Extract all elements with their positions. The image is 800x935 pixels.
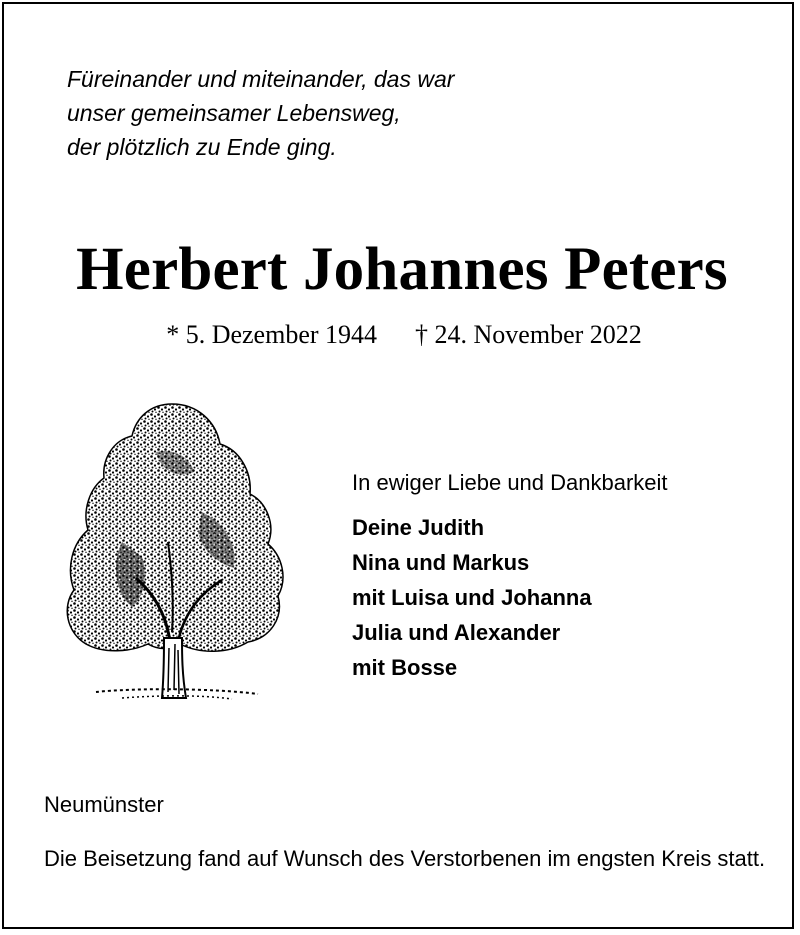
mourner-name: Julia und Alexander bbox=[352, 620, 561, 645]
verse-line: unser gemeinsamer Lebensweg, bbox=[67, 100, 401, 126]
mourner-name: Nina und Markus bbox=[352, 550, 530, 575]
mourners-intro: In ewiger Liebe und Dankbarkeit bbox=[352, 470, 668, 495]
death-date: † 24. November 2022 bbox=[415, 320, 642, 349]
verse-line: Füreinander und miteinander, das war bbox=[67, 66, 455, 92]
verse-line: der plötzlich zu Ende ging. bbox=[67, 134, 337, 160]
mourner-name: mit Luisa und Johanna bbox=[352, 585, 592, 610]
deceased-name: Herbert Johannes Peters bbox=[76, 236, 728, 303]
burial-notice: Die Beisetzung fand auf Wunsch des Verstorbenen im engsten Kreis statt. bbox=[44, 846, 766, 871]
birth-date: * 5. Dezember 1944 bbox=[166, 320, 378, 349]
mourner-name: Deine Judith bbox=[352, 515, 485, 540]
place: Neumünster bbox=[44, 792, 164, 817]
life-dates bbox=[4, 317, 800, 353]
obituary-frame bbox=[2, 2, 794, 929]
verse bbox=[67, 62, 567, 164]
mourners-block bbox=[352, 466, 782, 685]
mourner-name: mit Bosse bbox=[352, 655, 458, 680]
tree-icon bbox=[52, 392, 292, 722]
